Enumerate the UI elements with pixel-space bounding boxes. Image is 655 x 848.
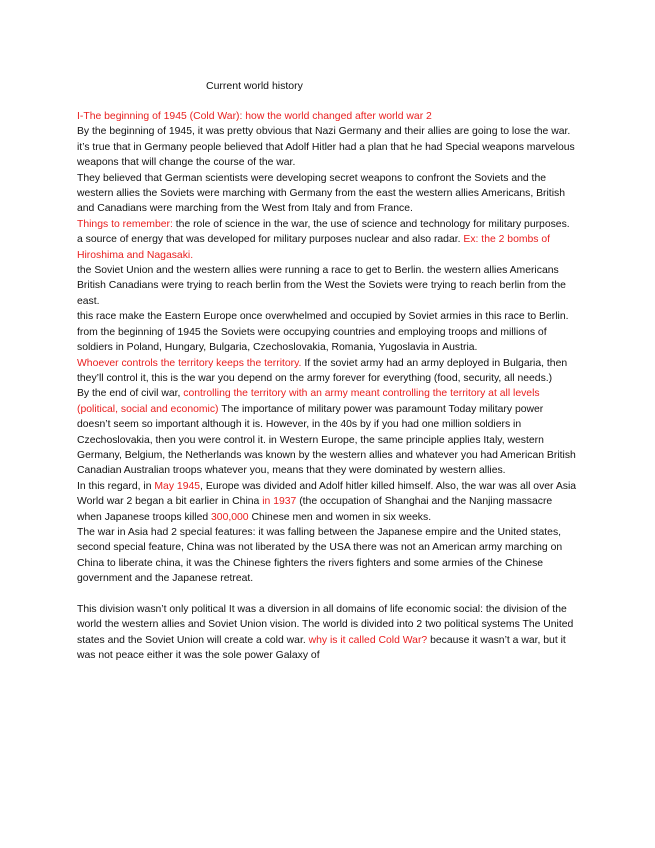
- body-text: The war in Asia had 2 special features: it was falling between the Japanese empire and the United states, second special feature, China was not liberated by the USA there was not an American army marching on China to liberate china, it was the Chinese fighters the rivers fighters and some armies of the Chinese government and the Japanese retreat.: [77, 526, 563, 585]
- paragraph-gap: [77, 587, 577, 602]
- body-text: If the soviet army had an army deployed in Bulgaria, then they’ll control it, this is the war you depend on the army forever for everything (food, security, all needs.): [77, 357, 568, 384]
- body-text: They believed that German scientists were developing secret weapons to confront the Soviets and the western allies the Soviets were marching with Germany from the east the western allies Americans, British and Canadians were marching from the West from Italy and from France.: [77, 172, 565, 215]
- paragraph: [77, 309, 577, 355]
- highlighted-text: May 1945: [154, 480, 201, 492]
- document-body: [77, 109, 577, 664]
- body-text: , Europe was divided and Adolf hitler killed himself. Also, the war was all over Asia World war 2 began a bit earlier in China: [77, 480, 577, 508]
- paragraph: [77, 124, 577, 170]
- paragraph: [77, 263, 577, 309]
- highlighted-text: Things to remember:: [77, 218, 173, 230]
- paragraph: [77, 109, 577, 124]
- body-text: (the occupation of Shanghai and the Nanjing massacre when Japanese troops killed: [77, 496, 553, 523]
- paragraph: [77, 386, 577, 478]
- highlighted-text: in 1937: [262, 496, 297, 508]
- document-title: Current world history: [206, 80, 303, 92]
- body-text: the Soviet Union and the western allies were running a race to get to Berlin. the western allies Americans British Canadians were trying to reach berlin from the West the Soviets were trying to reach berlin from the east.: [77, 265, 566, 307]
- paragraph: [77, 525, 577, 587]
- highlighted-text: 300,000: [211, 511, 249, 523]
- paragraph: [77, 479, 577, 525]
- paragraph: [77, 356, 577, 387]
- body-text: because it wasn’t a war, but it was not peace either it was the sole power Galaxy of: [77, 634, 566, 662]
- highlighted-text: controlling the territory with an army meant controlling the territory at all levels (political, social and economic): [77, 388, 540, 415]
- highlighted-text: I-The beginning of 1945 (Cold War): how the world changed after world war 2: [77, 111, 432, 122]
- body-text: This division wasn’t only political It was a diversion in all domains of life economic social: the division of the world the western allies and Soviet Union vision. The world is divided into 2 two political systems The United states and the Soviet Union will create a cold war.: [77, 603, 574, 646]
- paragraph: [77, 217, 577, 263]
- body-text: the role of science in the war, the use of science and technology for military purposes. a source of energy that was developed for military purposes nuclear and also radar.: [77, 218, 570, 246]
- body-text: Chinese men and women in six weeks.: [248, 511, 432, 523]
- highlighted-text: Whoever controls the territory keeps the territory.: [77, 357, 302, 369]
- body-text: By the beginning of 1945, it was pretty obvious that Nazi Germany and their allies are going to lose the war. it’s true that in Germany people believed that Adolf Hitler had a plan that he had Special weapons marvelous weapons that will change the course of the war.: [77, 126, 575, 169]
- body-text: By the end of civil war,: [77, 388, 184, 400]
- paragraph: [77, 171, 577, 217]
- body-text: The importance of military power was paramount Today military power doesn’t seem so important although it is. However, in the 40s by if you had one million soldiers in Czechoslovakia, then you were control it. in Western Europe, the same principle applies Italy, western Germany, Belgium, the Netherlands was known by the western allies and whatever you had American British Canadian Australian troops whatever you, means that they were dominated by western allies.: [77, 403, 576, 477]
- highlighted-text: Ex: the 2 bombs of Hiroshima and Nagasaki.: [77, 234, 551, 261]
- highlighted-text: why is it called Cold War?: [308, 634, 428, 646]
- paragraph: [77, 602, 577, 664]
- body-text: In this regard, in: [77, 480, 155, 492]
- body-text: this race make the Eastern Europe once overwhelmed and occupied by Soviet armies in this race to Berlin. from the beginning of 1945 the Soviets were occupying countries and employing troops and millions of soldiers in Poland, Hungary, Bulgaria, Czechoslovakia, Romania, Yugoslavia in Austria.: [77, 311, 569, 354]
